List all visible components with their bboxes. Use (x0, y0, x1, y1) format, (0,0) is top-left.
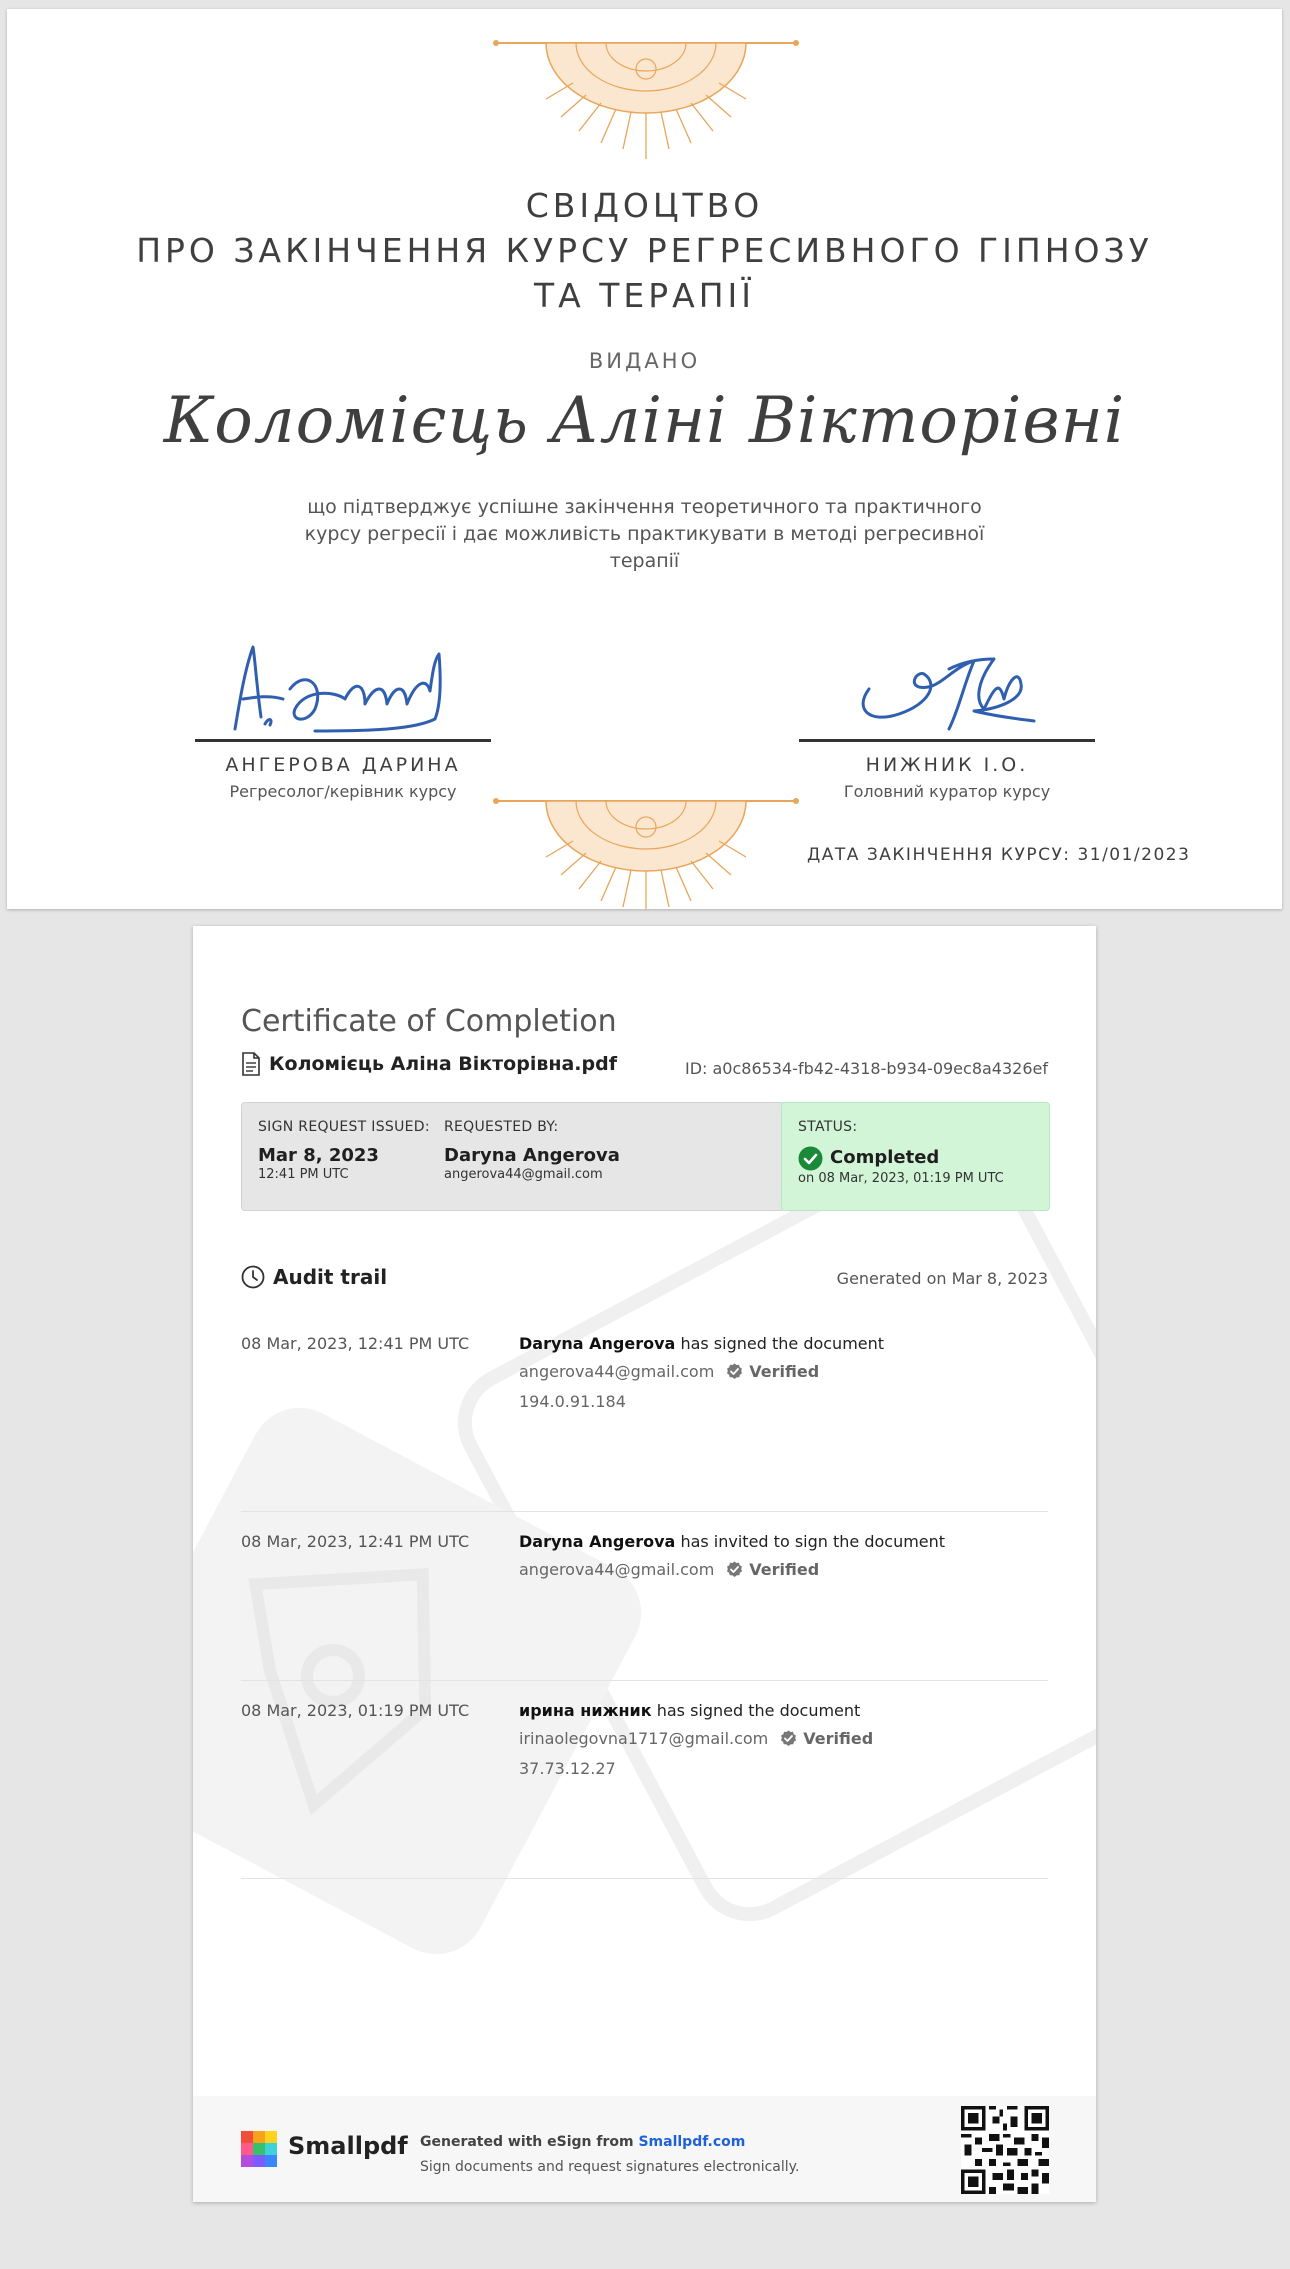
entry-description (519, 1532, 945, 1551)
handwritten-signature-left (195, 629, 491, 739)
entry-actor: Daryna Angerova (519, 1334, 676, 1353)
handwritten-signature-right (799, 629, 1095, 739)
footer-tagline: Sign documents and request signatures electronically. (420, 2159, 800, 2175)
file-name: Коломієць Аліна Вікторівна.pdf (269, 1053, 617, 1075)
brand-name: Smallpdf (288, 2132, 408, 2160)
signer-name-right: НИЖНИК І.О. (865, 754, 1029, 776)
audit-certificate-page (193, 926, 1096, 2202)
entry-action: has signed the document (656, 1701, 861, 1720)
entry-email: irinaolegovna1717@gmail.com (519, 1729, 769, 1748)
check-circle-icon (798, 1146, 823, 1171)
verified-label: Verified (803, 1729, 874, 1748)
document-id: ID: a0c86534-fb42-4318-b934-09ec8a4326ef (684, 1059, 1048, 1078)
smallpdf-link[interactable]: Smallpdf.com (638, 2134, 746, 2150)
audit-trail-header (241, 1265, 387, 1289)
status-box (781, 1102, 1050, 1211)
sign-request-time: 12:41 PM UTC (258, 1167, 349, 1182)
sunburst-ornament-top (491, 31, 801, 161)
issued-label: ВИДАНО (588, 349, 701, 373)
sign-request-label: SIGN REQUEST ISSUED: (258, 1119, 430, 1135)
audit-trail-label: Audit trail (273, 1265, 388, 1289)
requested-by-label: REQUESTED BY: (444, 1119, 559, 1135)
signer-name-left: АНГЕРОВА ДАРИНА (225, 754, 461, 776)
entry-ip: 194.0.91.184 (519, 1392, 626, 1411)
file-row (241, 1052, 617, 1076)
title-line-3: ТА ТЕРАПІЇ (534, 276, 755, 315)
signature-line-right (799, 739, 1095, 742)
generated-date: Generated on Mar 8, 2023 (836, 1269, 1048, 1288)
document-icon (241, 1052, 261, 1076)
entry-divider (241, 1680, 1048, 1681)
entry-actor: ирина нижник (519, 1701, 652, 1720)
requested-by-email: angerova44@gmail.com (444, 1167, 603, 1182)
status-date: on 08 Mar, 2023, 01:19 PM UTC (798, 1171, 1004, 1186)
signature-block-left (195, 629, 491, 801)
certificate-page (7, 9, 1282, 909)
entry-action: has invited to sign the document (680, 1532, 946, 1551)
certificate-description: що підтверджує успішне закінчення теоретичного та практичного курсу регресії і дає можливість практикувати в методі регресивної терапії (304, 496, 985, 572)
entry-actor: Daryna Angerova (519, 1532, 676, 1551)
verified-label: Verified (749, 1560, 820, 1579)
entry-email-row (519, 1362, 819, 1381)
recipient-name: Коломієць Аліні Вікторівні (163, 384, 1126, 458)
verified-badge-icon (780, 1730, 797, 1747)
entry-time: 08 Mar, 2023, 01:19 PM UTC (241, 1701, 470, 1720)
verified-badge-icon (726, 1363, 743, 1380)
status-label: STATUS: (798, 1119, 858, 1135)
signature-line-left (195, 739, 491, 742)
title-line-1: СВІДОЦТВО (525, 186, 764, 225)
entry-action: has signed the document (680, 1334, 885, 1353)
generated-prefix: Generated with eSign from (420, 2134, 634, 2150)
entry-divider (241, 1511, 1048, 1512)
signature-block-right (799, 629, 1095, 801)
clock-icon (241, 1265, 265, 1289)
entry-email: angerova44@gmail.com (519, 1560, 715, 1579)
entry-email: angerova44@gmail.com (519, 1362, 715, 1381)
title-line-2: ПРО ЗАКІНЧЕННЯ КУРСУ РЕГРЕСИВНОГО ГІПНОЗУ (136, 231, 1153, 270)
sheet-footer (193, 2096, 1096, 2202)
signer-role-right: Головний куратор курсу (843, 782, 1051, 801)
signer-role-left: Регресолог/керівник курсу (229, 782, 457, 801)
verified-badge-icon (726, 1561, 743, 1578)
qr-code-icon (961, 2106, 1049, 2194)
certificate-title (7, 183, 1282, 318)
sign-request-date: Mar 8, 2023 (258, 1145, 379, 1166)
smallpdf-logo-icon (241, 2131, 277, 2167)
entry-time: 08 Mar, 2023, 12:41 PM UTC (241, 1532, 470, 1551)
requested-by-name: Daryna Angerova (444, 1145, 620, 1166)
entry-ip: 37.73.12.27 (519, 1759, 616, 1778)
entry-description (519, 1701, 860, 1720)
status-value: Completed (830, 1147, 940, 1168)
entry-time: 08 Mar, 2023, 12:41 PM UTC (241, 1334, 470, 1353)
completion-date: ДАТА ЗАКІНЧЕННЯ КУРСУ: 31/01/2023 (807, 845, 1191, 865)
entry-description (519, 1334, 884, 1353)
generated-with (420, 2134, 745, 2150)
request-info-box (241, 1102, 785, 1211)
audit-title: Certificate of Completion (241, 1004, 617, 1039)
entry-divider (241, 1878, 1048, 1879)
verified-label: Verified (749, 1362, 820, 1381)
entry-email-row (519, 1729, 873, 1748)
entry-email-row (519, 1560, 819, 1579)
sunburst-ornament-bottom (491, 789, 801, 909)
